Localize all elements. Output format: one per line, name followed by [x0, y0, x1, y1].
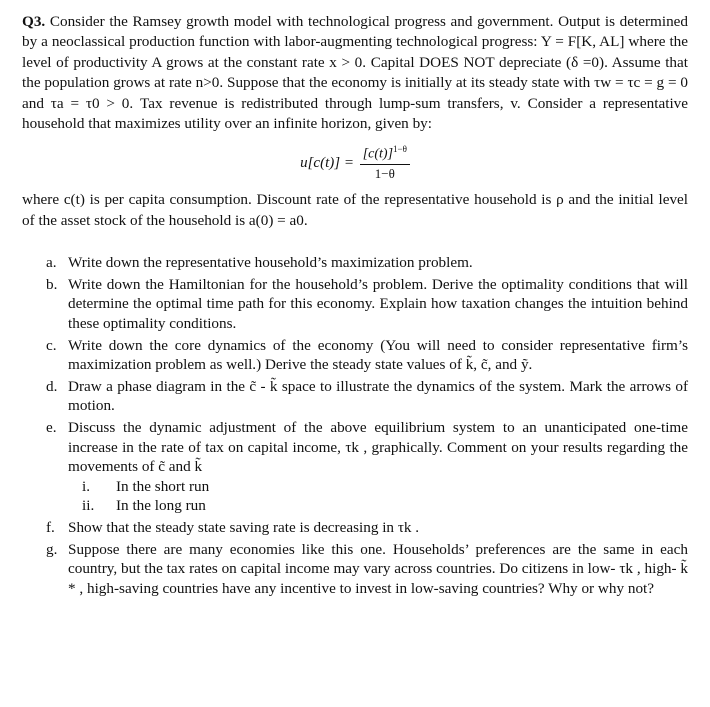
- sub-question-list: [68, 477, 688, 516]
- utility-formula: [22, 144, 688, 184]
- question-item-c: c. Write down the core dynamics of the economy (You will need to consider representative firm’s maximization problem as well.) Derive the steady state values of k̃, c̃, and ỹ.: [46, 336, 688, 374]
- question-item-f: f. Show that the steady state saving rate is decreasing in τk .: [46, 518, 420, 536]
- formula-lhs: u[c(t)] =: [300, 154, 354, 171]
- sub-question-ii: ii. In the long run: [82, 497, 206, 515]
- sub-question-i: i. In the short run: [82, 477, 210, 495]
- formula-numerator: $[c(t)]^{1-\theta}$: [360, 144, 410, 165]
- intro-line-1: Consider the Ramsey growth model with technological progress and government. Output is determined by a neoclassical production function with labor-augmenting technological progress:: [22, 13, 688, 51]
- formula-exponent: 1−θ: [393, 144, 407, 155]
- formula-fraction: [360, 144, 410, 182]
- question-label: Q3.: [22, 13, 46, 30]
- question-item-d: d. Draw a phase diagram in the c̃ - k̃ space to illustrate the dynamics of the system. Mark the arrows of motion.: [46, 377, 688, 415]
- question-list: [22, 253, 688, 598]
- question-item-b: b. Write down the Hamiltonian for the household’s problem. Derive the optimality conditions that will determine the optimal time path for this economy. Explain how taxation changes the intuition behind these optimality conditions.: [46, 275, 688, 333]
- question-intro: [22, 12, 688, 134]
- question-item-g: g. Suppose there are many economies like this one. Households’ preferences are the same in each country, but the tax rates on capital income may vary across countries. Do citizens in low- τk , high- k̃ * , high-saving countries have any incentive to invest in low-saving countries? Why or why not?: [46, 540, 688, 597]
- intro-line-2: Y = F[K, AL] where the level of productivity A grows at the constant rate x > 0. Capital DOES NOT depreciate (δ =0). Assume that the population grows at rate n>0. Suppose that the economy is initially at its steady state with τw = τc = g = 0 and τa = τ0 > 0. Tax revenue is redistributed through lump-sum transfers, v. Consider a representative household that maximizes utility over an infinite horizon, given by:: [22, 33, 688, 133]
- formula-description: where c(t) is per capita consumption. Discount rate of the representative household is ρ and the initial level of the asset stock of the household is a(0) = a0.: [22, 191, 688, 229]
- question-item-e: e. Discuss the dynamic adjustment of the above equilibrium system to an unanticipated one-time increase in the rate of tax on capital income, τk , graphically. Comment on your results regarding the movements of c̃ and k̃ i. In the short run ii. In the long run: [46, 419, 688, 515]
- formula-denominator: 1−θ: [374, 166, 395, 182]
- question-item-a: a. Write down the representative household’s maximization problem.: [46, 254, 473, 272]
